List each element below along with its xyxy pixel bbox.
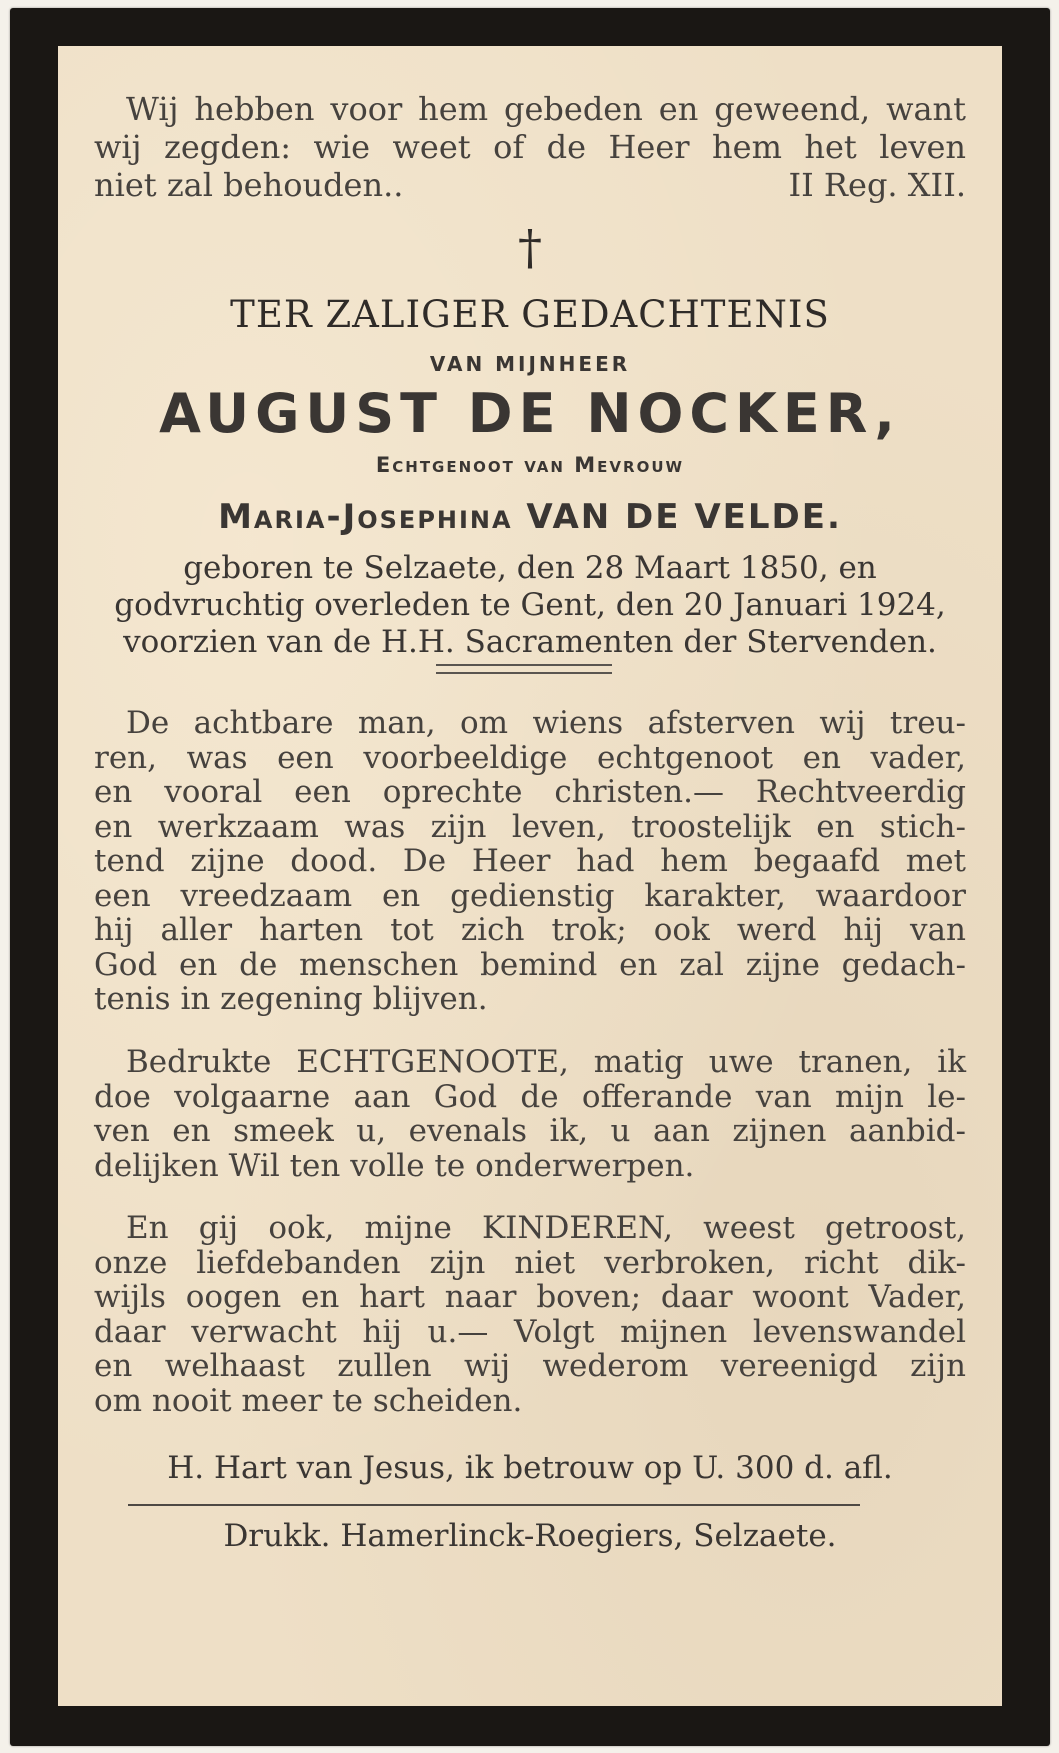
paragraph-line: delijken Wil ten volle te onderwerpen. — [94, 1147, 695, 1184]
verse-reference: II Reg. XII. — [788, 166, 966, 204]
verse-last-line — [94, 166, 966, 204]
spouse-paragraph — [94, 1045, 966, 1183]
spouse-name: Maria-Josephina VAN DE VELDE. — [218, 497, 842, 537]
paragraph-line: en welhaast zullen wij wederom vereenigd zijn — [94, 1348, 966, 1384]
paragraph-line: doe volgaarne aan God de offerande van mijn le- — [94, 1078, 966, 1115]
life-details — [58, 550, 1002, 661]
verse-block — [94, 90, 966, 204]
paragraph-line: ren, was een voorbeeldige echtgenoot en vader, — [94, 739, 966, 776]
double-divider — [436, 664, 612, 674]
paragraph-line: God en de menschen bemind en zal zijne gedach- — [94, 946, 966, 983]
paragraph-line: en vooral een oprechte christen.— Rechtveerdig — [94, 774, 966, 810]
spouse-label: Echtgenoot van Mevrouw — [375, 453, 685, 477]
printer-credit: Drukk. Hamerlinck-Roegiers, Selzaete. — [223, 1518, 837, 1554]
mourning-card-border — [10, 8, 1050, 1746]
paragraph-line: om nooit meer te scheiden. — [94, 1382, 523, 1419]
paragraph-line: tend zijne dood. De Heer had hem begaafd met — [94, 843, 966, 879]
verse-line: wij zegden: wie weet of de Heer hem het leven — [94, 128, 966, 166]
paragraph-line: en werkzaam was zijn leven, troostelijk en stich- — [94, 808, 966, 845]
life-detail-line: geboren te Selzaete, den 28 Maart 1850, en — [183, 550, 877, 586]
memorial-heading: TER ZALIGER GEDACHTENIS — [230, 293, 830, 336]
paragraph-line: een vreedzaam en gedienstig karakter, waardoor — [94, 877, 966, 914]
closing-prayer: H. Hart van Jesus, ik betrouw op U. 300 d. afl. — [167, 1450, 893, 1486]
deceased-name: AUGUST DE NOCKER, — [159, 382, 901, 445]
paragraph-line: Bedrukte ECHTGENOOTE, matig uwe tranen, ik — [126, 1044, 966, 1080]
footer-divider — [128, 1504, 860, 1506]
verse-line: Wij hebben voor hem gebeden en geweend, want — [126, 90, 966, 128]
life-detail-line: voorzien van de H.H. Sacramenten der Stervenden. — [123, 624, 937, 660]
paragraph-line: ven en smeek u, evenals ik, u aan zijnen aanbid- — [94, 1113, 966, 1149]
paragraph-line: En gij ook, mijne KINDEREN, weest getroost, — [126, 1210, 966, 1246]
paragraph-line: onze liefdebanden zijn niet verbroken, richt dik- — [94, 1244, 966, 1281]
van-mijnheer-label: VAN MIJNHEER — [429, 352, 631, 376]
paragraph-line: hij aller harten tot zich trok; ook werd hij van — [94, 912, 966, 948]
cross-icon: † — [518, 220, 542, 276]
tribute-paragraph — [94, 706, 966, 1017]
children-paragraph — [94, 1211, 966, 1418]
mourning-card — [58, 46, 1002, 1706]
verse-line: niet zal behouden.. — [94, 166, 404, 204]
paragraph-line: tenis in zegening blijven. — [94, 981, 488, 1017]
paragraph-line: wijls oogen en hart naar boven; daar woont Vader, — [94, 1279, 966, 1315]
paragraph-line: daar verwacht hij u.— Volgt mijnen levenswandel — [94, 1313, 966, 1350]
paragraph-line: De achtbare man, om wiens afsterven wij treu- — [126, 705, 966, 741]
life-detail-line: godvruchtig overleden te Gent, den 20 Januari 1924, — [114, 587, 946, 623]
